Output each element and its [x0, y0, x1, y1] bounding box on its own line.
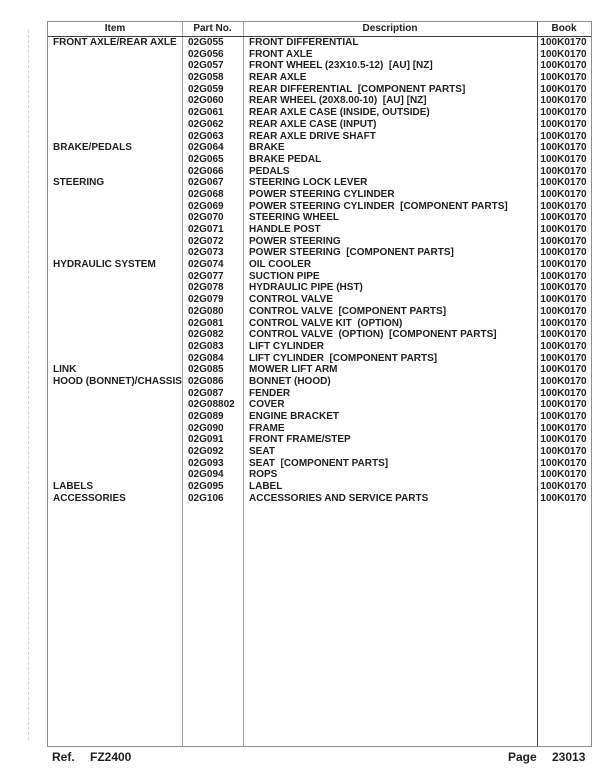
item-cell: FRONT AXLE/REAR AXLE [53, 37, 177, 48]
part-no-cell: 02G082 [188, 329, 224, 341]
book-cell: 100K0170 [540, 305, 587, 317]
page-number: 23013 [552, 750, 586, 764]
table-row [48, 142, 591, 154]
part-no-cell: 02G060 [188, 95, 224, 107]
description-cell: LIFT CYLINDER [249, 340, 324, 352]
book-cell: 100K0170 [540, 469, 587, 481]
book-cell: 100K0170 [540, 60, 587, 72]
item-cell [48, 318, 182, 330]
book-cell: 100K0170 [540, 165, 587, 177]
description-cell: ENGINE BRACKET [249, 411, 340, 422]
part-no-cell: 02G087 [188, 387, 224, 399]
item-cell [48, 60, 182, 72]
book-cell: 100K0170 [540, 294, 587, 306]
part-no-cell: 02G058 [188, 72, 224, 84]
book-cell: 100K0170 [540, 317, 587, 329]
part-no-cell: 02G062 [188, 118, 224, 130]
item-cell [48, 306, 182, 318]
item-cell [48, 294, 182, 306]
item-cell [48, 95, 182, 107]
item-cell [48, 236, 182, 248]
table-row [48, 119, 591, 131]
ref-value: FZ2400 [90, 750, 132, 764]
part-no-cell: 02G056 [188, 48, 224, 60]
item-cell [48, 434, 182, 446]
table-row [48, 166, 591, 178]
description-cell: MOWER LIFT ARM [249, 364, 338, 376]
book-cell: 100K0170 [540, 177, 587, 189]
description-cell: REAR WHEEL (20X8.00-10) [AU] [NZ] [249, 95, 427, 107]
item-cell [48, 353, 182, 365]
part-no-cell: 02G091 [188, 434, 224, 446]
table-body [48, 37, 591, 746]
table-row [48, 177, 591, 189]
item-cell [48, 49, 182, 61]
description-cell: CONTROL VALVE (OPTION) [COMPONENT PARTS] [249, 329, 497, 341]
description-cell: POWER STEERING CYLINDER [249, 188, 395, 200]
book-cell: 100K0170 [540, 72, 587, 84]
table-row [48, 446, 591, 458]
table-row [48, 376, 591, 388]
description-cell: CONTROL VALVE KIT (OPTION) [249, 317, 403, 329]
book-cell: 100K0170 [540, 375, 587, 387]
item-cell [48, 341, 182, 353]
item-cell: ACCESSORIES [53, 492, 126, 504]
item-cell: LABELS [53, 481, 93, 493]
table-row [48, 107, 591, 119]
item-cell: HOOD (BONNET)/CHASSIS [53, 375, 182, 387]
table-row [48, 318, 591, 330]
part-no-cell: 02G079 [188, 294, 224, 306]
description-cell: POWER STEERING [COMPONENT PARTS] [249, 247, 454, 259]
description-cell: COVER [249, 399, 285, 411]
description-cell: REAR AXLE [249, 72, 307, 84]
description-cell: SUCTION PIPE [249, 270, 320, 282]
part-no-cell: 02G059 [188, 83, 224, 95]
item-cell [48, 458, 182, 470]
book-cell: 100K0170 [540, 270, 587, 282]
book-cell: 100K0170 [540, 83, 587, 95]
part-no-cell: 02G066 [188, 165, 224, 177]
description-cell: BRAKE PEDAL [249, 153, 322, 165]
table-row [48, 37, 591, 49]
part-no-cell: 02G063 [188, 130, 224, 142]
table-row [48, 493, 591, 505]
part-no-cell: 02G080 [188, 305, 224, 317]
book-cell: 100K0170 [540, 364, 587, 376]
part-no-cell: 02G078 [188, 282, 224, 294]
item-cell: BRAKE/PEDALS [53, 142, 132, 154]
part-no-cell: 02G086 [188, 375, 224, 387]
table-row [48, 469, 591, 481]
item-cell [48, 423, 182, 435]
description-cell: ACCESSORIES AND SERVICE PARTS [249, 492, 429, 504]
part-no-cell: 02G065 [188, 153, 224, 165]
item-cell: HYDRAULIC SYSTEM [53, 259, 156, 271]
book-cell: 100K0170 [540, 352, 587, 364]
part-no-cell: 02G092 [188, 446, 224, 458]
description-cell: HYDRAULIC PIPE (HST) [249, 282, 363, 294]
description-cell: OIL COOLER [249, 259, 312, 271]
table-row [48, 95, 591, 107]
table-row [48, 224, 591, 236]
description-cell: FRONT WHEEL (23X10.5-12) [AU] [NZ] [249, 60, 433, 72]
table-row [48, 212, 591, 224]
item-cell [48, 446, 182, 458]
item-cell [48, 212, 182, 224]
part-no-cell: 02G085 [188, 364, 224, 376]
item-cell: LINK [53, 364, 77, 376]
description-cell: SEAT [COMPONENT PARTS] [249, 457, 389, 469]
part-no-cell: 02G081 [188, 317, 224, 329]
column-header-item: Item [104, 23, 126, 34]
description-cell: REAR AXLE CASE (INPUT) [249, 118, 377, 130]
part-no-cell: 02G071 [188, 224, 224, 235]
part-no-cell: 02G074 [188, 259, 224, 271]
item-cell [48, 282, 182, 294]
table-row [48, 306, 591, 318]
table-row [48, 236, 591, 248]
description-cell: STEERING WHEEL [249, 212, 340, 224]
description-cell: SEAT [249, 446, 275, 458]
table-row [48, 154, 591, 166]
table-header-row [48, 22, 591, 37]
book-cell: 100K0170 [540, 492, 587, 504]
part-no-cell: 02G061 [188, 107, 224, 119]
parts-index-table [47, 21, 592, 747]
table-row [48, 49, 591, 61]
item-cell: STEERING [53, 177, 105, 189]
item-cell [48, 72, 182, 84]
table-row [48, 84, 591, 96]
description-cell: LABEL [249, 481, 283, 493]
table-row [48, 353, 591, 365]
description-cell: REAR DIFFERENTIAL [COMPONENT PARTS] [249, 83, 466, 95]
description-cell: CONTROL VALVE [249, 294, 333, 306]
description-cell: POWER STEERING CYLINDER [COMPONENT PARTS] [249, 200, 508, 212]
description-cell: POWER STEERING [249, 235, 341, 247]
ref-label: Ref. [52, 750, 75, 764]
item-cell [48, 107, 182, 119]
book-cell: 100K0170 [540, 224, 587, 235]
item-cell [48, 201, 182, 213]
book-cell: 100K0170 [540, 37, 587, 48]
description-cell: FRONT DIFFERENTIAL [249, 37, 359, 48]
scan-artifact-line [28, 30, 29, 740]
part-no-cell: 02G08802 [188, 399, 235, 411]
description-cell: PEDALS [249, 165, 290, 177]
book-cell: 100K0170 [540, 340, 587, 352]
part-no-cell: 02G067 [188, 177, 224, 189]
column-header-part-no: Part No. [193, 23, 232, 34]
column-header-book: Book [551, 23, 577, 34]
book-cell: 100K0170 [540, 422, 587, 434]
table-row [48, 434, 591, 446]
part-no-cell: 02G084 [188, 352, 224, 364]
item-cell [48, 131, 182, 143]
table-row [48, 247, 591, 259]
part-no-cell: 02G095 [188, 481, 224, 493]
description-cell: FRAME [249, 422, 285, 434]
book-cell: 100K0170 [540, 118, 587, 130]
book-cell: 100K0170 [540, 411, 587, 422]
description-cell: FRONT FRAME/STEP [249, 434, 351, 446]
item-cell [48, 189, 182, 201]
item-cell [48, 411, 182, 423]
book-cell: 100K0170 [540, 329, 587, 341]
part-no-cell: 02G083 [188, 340, 224, 352]
description-cell: HANDLE POST [249, 224, 321, 235]
description-cell: ROPS [249, 469, 278, 481]
part-no-cell: 02G094 [188, 469, 224, 481]
page-label: Page [508, 750, 537, 764]
book-cell: 100K0170 [540, 188, 587, 200]
item-cell [48, 329, 182, 341]
part-no-cell: 02G055 [188, 37, 224, 48]
part-no-cell: 02G093 [188, 457, 224, 469]
table-row [48, 271, 591, 283]
table-row [48, 481, 591, 493]
book-cell: 100K0170 [540, 399, 587, 411]
part-no-cell: 02G072 [188, 235, 224, 247]
table-row [48, 259, 591, 271]
item-cell [48, 399, 182, 411]
book-cell: 100K0170 [540, 95, 587, 107]
book-cell: 100K0170 [540, 142, 587, 154]
part-no-cell: 02G068 [188, 188, 224, 200]
table-row [48, 458, 591, 470]
item-cell [48, 224, 182, 236]
book-cell: 100K0170 [540, 48, 587, 60]
item-cell [48, 388, 182, 400]
item-cell [48, 154, 182, 166]
book-cell: 100K0170 [540, 247, 587, 259]
book-cell: 100K0170 [540, 387, 587, 399]
item-cell [48, 271, 182, 283]
part-no-cell: 02G106 [188, 492, 224, 504]
book-cell: 100K0170 [540, 457, 587, 469]
part-no-cell: 02G064 [188, 142, 224, 154]
part-no-cell: 02G090 [188, 422, 224, 434]
book-cell: 100K0170 [540, 481, 587, 493]
item-cell [48, 84, 182, 96]
description-cell: FENDER [249, 387, 291, 399]
book-cell: 100K0170 [540, 200, 587, 212]
book-cell: 100K0170 [540, 107, 587, 119]
book-cell: 100K0170 [540, 235, 587, 247]
table-row [48, 341, 591, 353]
description-cell: CONTROL VALVE [COMPONENT PARTS] [249, 305, 447, 317]
description-cell: REAR AXLE DRIVE SHAFT [249, 130, 376, 142]
table-row [48, 399, 591, 411]
description-cell: STEERING LOCK LEVER [249, 177, 368, 189]
table-row [48, 423, 591, 435]
table-row [48, 294, 591, 306]
description-cell: BRAKE [249, 142, 285, 154]
book-cell: 100K0170 [540, 130, 587, 142]
table-row [48, 282, 591, 294]
book-cell: 100K0170 [540, 153, 587, 165]
part-no-cell: 02G057 [188, 60, 224, 72]
book-cell: 100K0170 [540, 446, 587, 458]
book-cell: 100K0170 [540, 434, 587, 446]
item-cell [48, 247, 182, 259]
book-cell: 100K0170 [540, 282, 587, 294]
table-row [48, 388, 591, 400]
table-row [48, 189, 591, 201]
table-row [48, 131, 591, 143]
item-cell [48, 469, 182, 481]
item-cell [48, 166, 182, 178]
part-no-cell: 02G077 [188, 270, 224, 282]
part-no-cell: 02G069 [188, 200, 224, 212]
part-no-cell: 02G089 [188, 411, 224, 422]
description-cell: LIFT CYLINDER [COMPONENT PARTS] [249, 352, 438, 364]
book-cell: 100K0170 [540, 259, 587, 271]
table-row [48, 60, 591, 72]
part-no-cell: 02G070 [188, 212, 224, 224]
item-cell [48, 119, 182, 131]
table-row [48, 411, 591, 423]
description-cell: FRONT AXLE [249, 48, 313, 60]
table-row [48, 364, 591, 376]
part-no-cell: 02G073 [188, 247, 224, 259]
table-row [48, 329, 591, 341]
column-header-description: Description [362, 23, 418, 34]
description-cell: BONNET (HOOD) [249, 375, 331, 387]
book-cell: 100K0170 [540, 212, 587, 224]
description-cell: REAR AXLE CASE (INSIDE, OUTSIDE) [249, 107, 430, 119]
table-row [48, 72, 591, 84]
table-row [48, 201, 591, 213]
